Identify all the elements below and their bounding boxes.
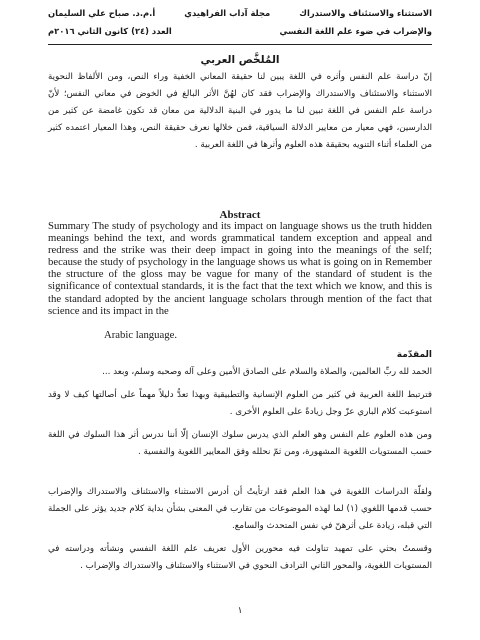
header-issue: العدد (٢٤) كانون الثاني ٢٠١٦م — [48, 26, 172, 36]
page-number: ١ — [237, 606, 243, 616]
introduction-paragraph: ومن هذه العلوم علم النفس وهو العلم الذي يدرس سلوك الإنسان إلّا أننا ندرس أثر هذا السلوك في اللغة حسب المستويات اللغوية المشهورة، ومن ثمّ نحلله وفق المعايير اللغوية والنفسية . — [48, 430, 432, 457]
arabic-abstract-title: المُلخَّص العربي — [200, 54, 280, 66]
english-abstract-paragraph: Summary The study of psychology and its impact on language shows us the truth hidden meanings behind the text, and words grammatical tandem exception and appeal and redress and the strike was their deep impact in going into the meanings of the self; because the study of psychology in the language shows us what is going on in Remember the structure of the gloss may be vague for many of the standard of student is the significance of contextual standards, it is the fact that the text which we know, and this is the standard adopted by the ancient language scholars through mention of the fact that science and its impact in the — [48, 220, 432, 317]
english-abstract-title: Abstract — [219, 209, 261, 221]
arabic-abstract-paragraph: إنّ دراسة علم النفس وأثره في اللغة يبين لنا حقيقة المعاني الخفية وراء النص، ومن الألفاظ النحوية الاستثناء والاستئناف والاستدراك والإضراب فقد كان لهُنَّ الأثر البالغ في الخوض في معاني النفس؛ لأنّ دراسة علم النفس في اللغة تبين لنا ما يدور في البنية الدلالية من معان قد تكون غامضة عن كثير من الدارسين، فهي معيار من معايير الدلالة السياقية، فمن خلالها نعرف حقيقة النص، وهذا المعيار اعتمده كثير من العلماء أثناء التنويه بحقيقة هذه العلوم وأثرها في اللغة العربية . — [48, 72, 432, 150]
introduction-heading: المقدّمة — [396, 350, 432, 360]
header-row-top — [48, 6, 432, 20]
introduction-paragraph: وقسمتُ بحثي على تمهيد تناولت فيه محورين الأول تعريف علم اللغة النفسي ونشأته ودراسته في المستويات اللغوية، والمحور الثاني الترادف النحوي في الاستثناء والاستئناف والاستدراك والإضراب . — [48, 544, 432, 571]
header-rule — [48, 44, 432, 45]
header-article-title-line2: والإضراب في ضوء علم اللغة النفسي — [279, 26, 432, 36]
header-article-title-line1: الاستثناء والاستئناف والاستدراك — [299, 8, 432, 18]
header-author: أ.م.د. صباح علي السليمان — [48, 8, 156, 18]
english-abstract-last-line: Arabic language. — [104, 329, 177, 341]
running-header — [48, 6, 432, 48]
header-journal-name: مجلة آداب الفراهيدي — [184, 8, 271, 18]
introduction-paragraph: ولقلّة الدراسات اللغوية في هذا العلم فقد ارتأيتُ أن أدرس الاستثناء والاستئناف والاستدراك والإضراب حسب قدمها اللغوي (١) لما لهذه الموضوعات من تقارب في المعنى بشأن بداية كلام جديد يؤثر على الجملة التي قبله، زيادة على أثرهنّ في نفس المتحدث والسامع. — [48, 487, 432, 531]
introduction-paragraph: فترتبط اللغة العربية في كثير من العلوم الإنسانية والتطبيقية وبهذا تعدُّ دليلاً مهماً على أصالتها كيف لا وقد استوعبت كلام الباري عزّ وجل زيادةً على العلوم الأخرى . — [48, 390, 432, 417]
introduction-paragraph: الحمد لله ربِّ العالمين، والصلاة والسلام على الصادق الأمين وعلى آله وصحبه وسلم، وبعد ... — [102, 367, 432, 377]
header-row-bottom — [48, 24, 432, 38]
